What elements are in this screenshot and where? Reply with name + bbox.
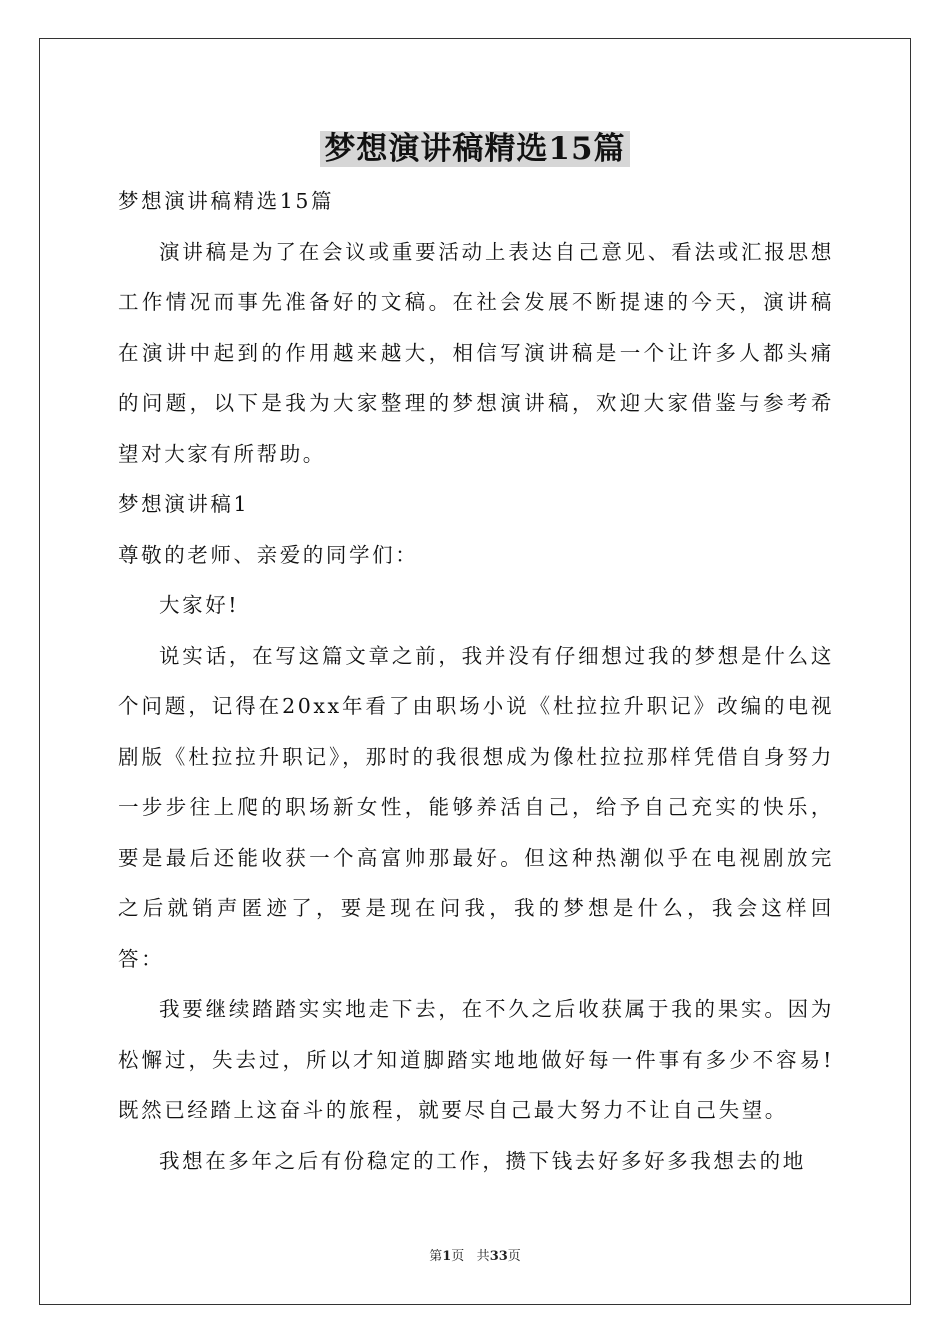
page-footer — [0, 1245, 950, 1264]
intro-paragraph: 演讲稿是为了在会议或重要活动上表达自己意见、看法或汇报思想工作情况而事先准备好的文稿。在社会发展不断提速的今天，演讲稿在演讲中起到的作用越来越大，相信写演讲稿是一个让许多人都头痛的问题，以下是我为大家整理的梦想演讲稿，欢迎大家借鉴与参考希望对大家有所帮助。 — [118, 239, 834, 466]
document-title-text: 梦想演讲稿精选15篇 — [320, 131, 629, 167]
document-body — [118, 176, 834, 1186]
body-paragraph: 说实话，在写这篇文章之前，我并没有仔细想过我的梦想是什么这个问题，记得在20xx年看了由职场小说《杜拉拉升职记》改编的电视剧版《杜拉拉升职记》，那时的我很想成为像杜拉拉那样凭借自身努力一步步往上爬的职场新女性，能够养活自己，给予自己充实的快乐，要是最后还能收获一个高富帅那最好。但这种热潮似乎在电视剧放完之后就销声匿迹了，要是现在问我，我的梦想是什么，我会这样回答： — [118, 643, 834, 971]
page-prefix: 第 — [429, 1249, 443, 1264]
page-number: 1 — [442, 1249, 452, 1264]
document-title — [0, 127, 950, 171]
document-subtitle: 梦想演讲稿精选15篇 — [118, 189, 335, 213]
page-suffix: 页 — [451, 1249, 465, 1264]
greeting: 大家好! — [159, 593, 240, 617]
total-suffix: 页 — [507, 1249, 521, 1264]
body-paragraph: 我要继续踏踏实实地走下去，在不久之后收获属于我的果实。因为松懈过，失去过，所以才知道脚踏实地地做好每一件事有多少不容易!既然已经踏上这奋斗的旅程，就要尽自己最大努力不让自己失望。 — [118, 997, 834, 1122]
total-prefix: 共 — [476, 1249, 490, 1264]
salutation: 尊敬的老师、亲爱的同学们： — [118, 542, 419, 567]
total-pages: 33 — [489, 1249, 508, 1264]
body-paragraph: 我想在多年之后有份稳定的工作，攒下钱去好多好多我想去的地 — [159, 1148, 806, 1173]
section-heading: 梦想演讲稿1 — [118, 492, 250, 516]
